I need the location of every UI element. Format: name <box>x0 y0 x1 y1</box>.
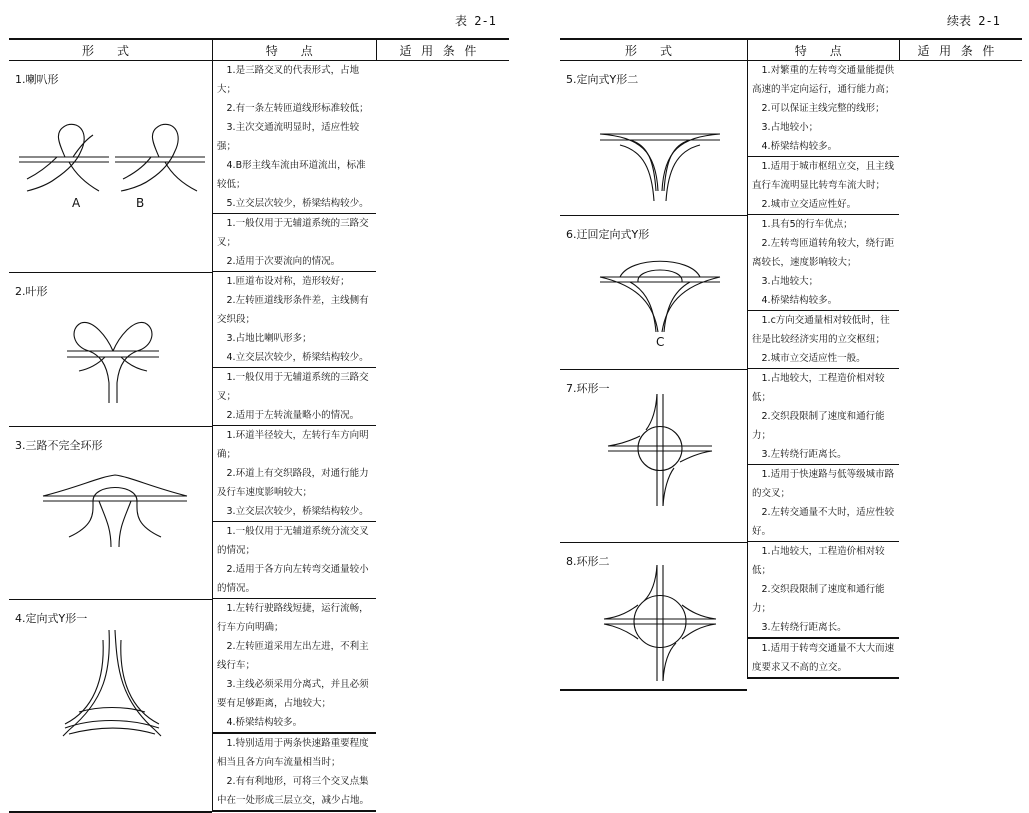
interchange-table-left <box>9 38 509 813</box>
form-name: 2.叶形 <box>15 284 48 298</box>
feature-line: 3.占地比喇叭形多； <box>226 333 312 344</box>
label-a: A <box>72 196 81 210</box>
conditions-cell <box>747 157 899 215</box>
form-cell <box>560 61 747 216</box>
features-cell <box>747 61 899 157</box>
feature-line: 1.匝道布设对称，造形较好； <box>226 276 350 287</box>
condition-line: 2.适用于左转流量略小的情况。 <box>226 410 360 421</box>
form-cell <box>9 61 212 273</box>
condition-line: 2.城市立交适应性好。 <box>761 199 857 210</box>
feature-line: 1.对繁重的左转弯交通量能提供高速的半定向运行，通行能力高； <box>752 65 895 95</box>
table-caption: 表 2-1 <box>455 14 496 28</box>
form-name: 6.迂回定向式Y形 <box>566 227 650 241</box>
ring-two-interchange-diagram <box>560 543 747 691</box>
condition-line: 1.一般仅用于无辅道系统分流交叉的情况； <box>217 526 369 556</box>
features-cell <box>747 542 899 639</box>
condition-line: 2.左转交通量不大时，适应性较好。 <box>752 507 895 537</box>
feature-line: 2.左转匝道采用左出左进，不利主线行车； <box>217 641 369 671</box>
feature-line: 2.左转匝道线形条件差，主线侧有交织段； <box>217 295 369 325</box>
condition-line: 1.c方向交通量相对较低时，往往是比较经济实用的立交枢纽； <box>752 315 890 345</box>
feature-line: 5.立交层次较少，桥梁结构较少。 <box>226 198 369 209</box>
feature-line: 4.桥梁结构较多。 <box>761 295 838 306</box>
feature-line: 3.主线必须采用分离式，并且必须要有足够距离，占地较大； <box>217 679 369 709</box>
feature-line: 3.占地较小； <box>761 122 819 133</box>
condition-line: 2.适用于次要流向的情况。 <box>226 256 341 267</box>
feature-line: 2.交织段限制了速度和通行能力； <box>752 584 885 614</box>
conditions-cell <box>212 734 376 812</box>
form-cell <box>560 542 747 690</box>
feature-line: 3.占地较大； <box>761 276 819 287</box>
features-cell <box>212 426 376 522</box>
leaf-interchange-diagram <box>9 273 212 422</box>
condition-line: 2.有有利地形，可将三个交叉点集中在一处形成三层立交，减少占地。 <box>217 776 370 806</box>
feature-line: 4.B形主线车流由环道流出，标准较低； <box>217 160 366 190</box>
condition-line: 1.适用于转弯交通量不大大而速度要求又不高的立交。 <box>752 643 895 673</box>
feature-line: 3.左转绕行距离长。 <box>761 449 847 460</box>
header-form: 形 式 <box>560 39 747 61</box>
condition-line: 2.适用于各方向左转弯交通量较小的情况。 <box>217 564 369 594</box>
feature-line: 1.左转行驶路线短捷，运行流畅，行车方向明确； <box>217 603 369 633</box>
conditions-cell <box>212 522 376 599</box>
header-form: 形 式 <box>9 39 212 61</box>
incomplete-ring-interchange-diagram <box>9 427 212 559</box>
condition-line: 1.一般仅用于无辅道系统的三路交叉； <box>217 372 369 402</box>
table-caption: 续表 2-1 <box>947 14 1000 28</box>
feature-line: 3.立交层次较少，桥梁结构较少。 <box>226 506 369 517</box>
form-cell <box>9 426 212 599</box>
condition-line: 1.特别适用于两条快速路重要程度相当且各方向车流量相当时； <box>217 738 369 768</box>
feature-line: 2.环道上有交织路段，对通行能力及行车速度影响较大； <box>217 468 369 498</box>
feature-line: 1.是三路交叉的代表形式，占地大； <box>217 65 360 95</box>
directional-y2-interchange-diagram <box>560 61 747 212</box>
form-name: 5.定向式Y形二 <box>566 73 639 86</box>
conditions-cell <box>747 311 899 369</box>
header-features: 特 点 <box>747 39 899 61</box>
form-cell <box>560 369 747 542</box>
conditions-cell <box>747 465 899 542</box>
directional-y-interchange-diagram <box>9 600 212 764</box>
features-cell <box>747 215 899 311</box>
header-conditions: 适用条件 <box>376 39 509 61</box>
feature-line: 1.环道半径较大，左转行车方向明确； <box>217 430 369 460</box>
feature-line: 4.立交层次较少，桥梁结构较少。 <box>226 352 369 363</box>
form-cell <box>560 215 747 369</box>
condition-line: 1.一般仅用于无辅道系统的三路交叉； <box>217 218 369 248</box>
form-name: 1.喇叭形 <box>15 73 59 86</box>
feature-line: 3.左转绕行距离长。 <box>761 622 847 633</box>
feature-line: 1.占地较大，工程造价相对较低； <box>752 546 885 576</box>
label-c: C <box>656 334 665 349</box>
condition-line: 1.适用于城市枢纽立交，且主线直行车流明显比转弯车流大时； <box>752 161 895 191</box>
feature-line: 2.可以保证主线完整的线形； <box>761 103 885 114</box>
form-name: 8.环形二 <box>566 554 610 568</box>
condition-line: 2.城市立交适应性一般。 <box>761 353 866 364</box>
form-cell <box>9 272 212 426</box>
feature-line: 2.左转弯匝道转角较大，绕行距离较长，速度影响较大； <box>752 238 895 268</box>
form-cell <box>9 599 212 812</box>
feature-line: 1.占地较大，工程造价相对较低； <box>752 373 885 403</box>
form-name: 7.环形一 <box>566 381 610 395</box>
conditions-cell <box>212 368 376 426</box>
feature-line: 2.有一条左转匝道线形标准较低； <box>226 103 369 114</box>
conditions-cell <box>747 639 899 679</box>
form-name: 4.定向式Y形一 <box>15 611 88 625</box>
conditions-cell <box>212 214 376 272</box>
form-name: 3.三路不完全环形 <box>15 438 103 452</box>
detour-directional-y-interchange-diagram <box>560 216 747 365</box>
feature-line: 1.具有5的行车优点； <box>761 219 853 230</box>
feature-line: 4.桥梁结构较多。 <box>761 141 838 152</box>
features-cell <box>212 272 376 368</box>
interchange-table-right <box>560 38 1022 691</box>
features-cell <box>212 599 376 734</box>
condition-line: 1.适用于快速路与低等级城市路的交叉； <box>752 469 895 499</box>
trumpet-interchange-diagram <box>9 61 212 212</box>
features-cell <box>212 61 376 214</box>
feature-line: 2.交织段限制了速度和通行能力； <box>752 411 885 441</box>
label-b: B <box>136 196 145 210</box>
header-conditions: 适用条件 <box>899 39 1022 61</box>
ring-one-interchange-diagram <box>560 370 747 520</box>
feature-line: 3.主次交通流明显时，适应性较强； <box>217 122 360 152</box>
features-cell <box>747 369 899 465</box>
feature-line: 4.桥梁结构较多。 <box>226 717 303 728</box>
header-features: 特 点 <box>212 39 376 61</box>
